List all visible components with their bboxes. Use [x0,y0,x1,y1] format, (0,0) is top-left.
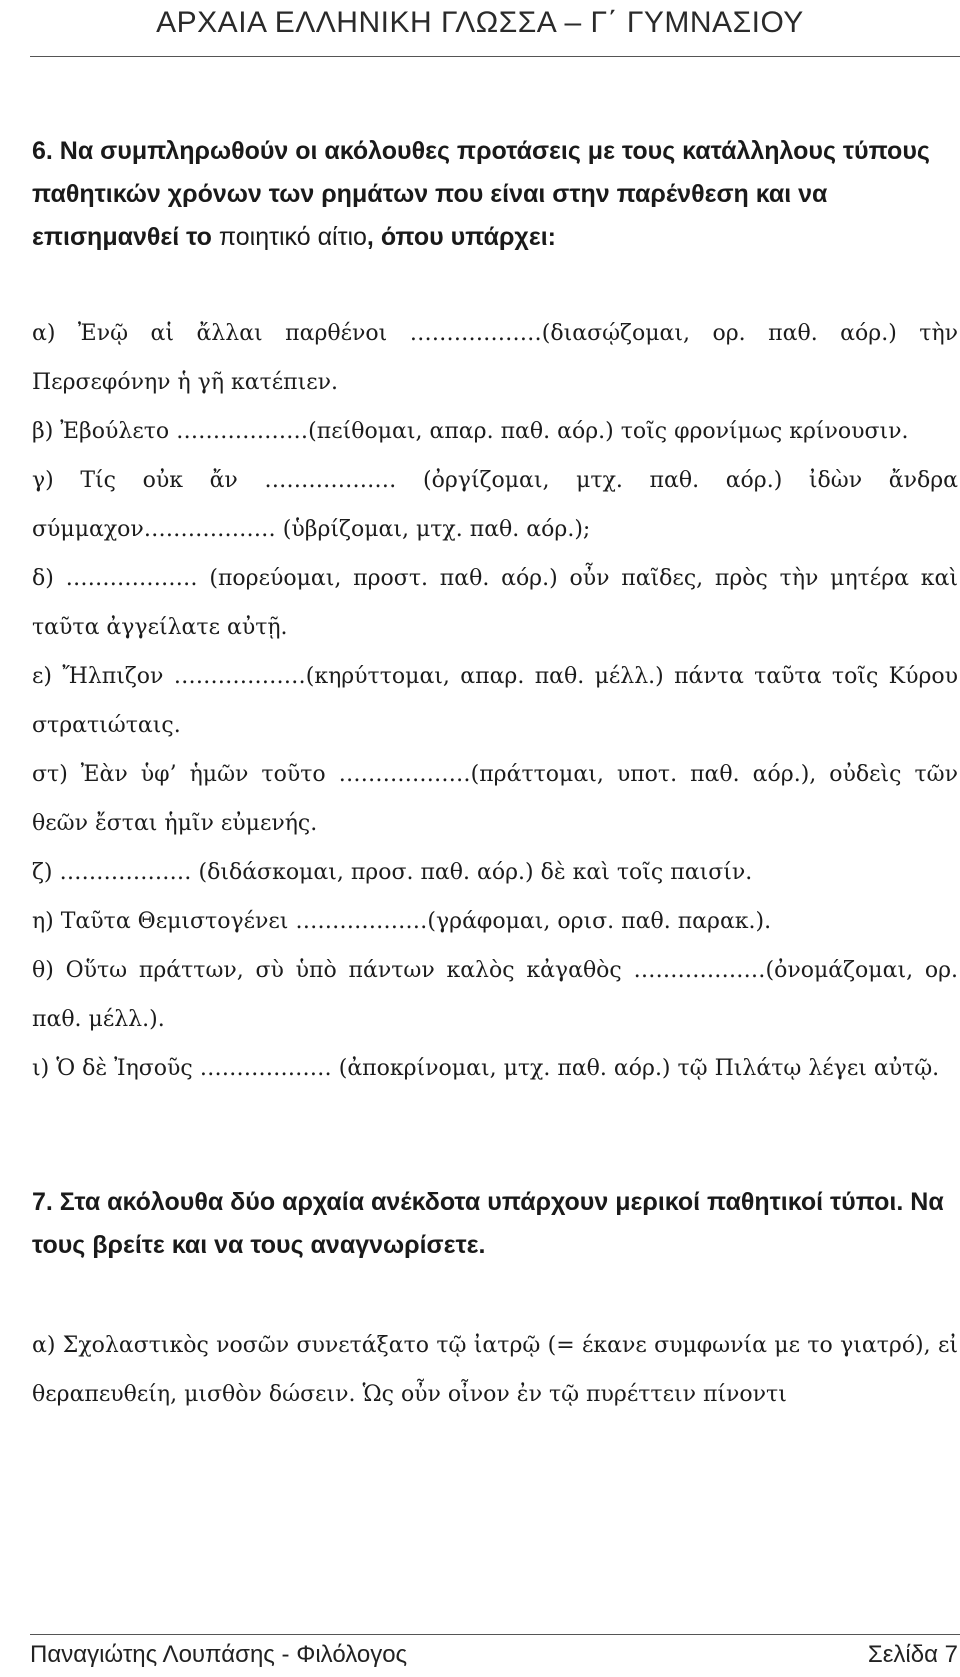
exercise-6-item-st: στ) Ἐὰν ὑφ’ ἡμῶν τοῦτο ………………(πράττομαι, υποτ. παθ. αόρ.), οὐδεὶς τῶν θεῶν ἔσται ἡμῖν εὐμενής. [32,762,958,836]
exercise-6-title [32,130,958,259]
footer-author: Παναγιώτης Λουπάσης - Φιλόλογος [30,1641,408,1668]
exercise-7-title: 7. Στα ακόλουθα δύο αρχαία ανέκδοτα υπάρχουν μερικοί παθητικοί τύποι. Να τους βρείτε και να τους αναγνωρίσετε. [32,1188,944,1259]
exercise-6-item-th: θ) Οὕτω πράττων, σὺ ὑπὸ πάντων καλὸς κἀγαθὸς ………………(ὀνομάζομαι, ορ. παθ. μέλλ.). [32,958,958,1032]
exercise-6-item-d: δ) ……………… (πορεύομαι, προστ. παθ. αόρ.) οὖν παῖδες, πρὸς τὴν μητέρα καὶ ταῦτα ἀγγείλατε αὐτῇ. [32,566,958,640]
exercise-6-item-e: ε) Ἤλπιζον ………………(κηρύττομαι, απαρ. παθ. μέλλ.) πάντα ταῦτα τοῖς Κύρου στρατιώταις. [32,664,958,738]
exercise-6-title-highlight: ποιητικό αίτιο [218,223,367,251]
exercise-7-text: α) Σχολαστικὸς νοσῶν συνετάξατο τῷ ἰατρῷ (= έκανε συμφωνία με το γιατρό), εἰ θεραπευθείη, μισθὸν δώσειν. Ὡς οὖν οἶνον ἐν τῷ πυρέττειν πίνοντι [32,1333,958,1407]
page-footer [30,1634,960,1677]
exercise-6-item-c: γ) Τίς οὐκ ἄν ……………… (ὀργίζομαι, μτχ. παθ. αόρ.) ἰδὼν ἄνδρα σύμμαχον……………… (ὑβρίζομαι, μτχ. παθ. αόρ.); [32,468,958,542]
exercise-6-item-a: α) Ἐνῷ αἱ ἄλλαι παρθένοι ………………(διασῴζομαι, ορ. παθ. αόρ.) τὴν Περσεφόνην ἡ γῆ κατέπιεν. [32,321,958,395]
exercise-6-item-i: ι) Ὁ δὲ Ἰησοῦς ……………… (ἀποκρίνομαι, μτχ. παθ. αόρ.) τῷ Πιλάτῳ λέγει αὐτῷ. [32,1056,940,1081]
exercise-6-item-z: ζ) ……………… (διδάσκομαι, προσ. παθ. αόρ.) δὲ καὶ τοῖς παισίν. [32,860,753,885]
exercise-6-title-part1: 6. Να συμπληρωθούν οι ακόλουθες προτάσεις με τους κατάλληλους τύπους παθητικών χρόνων των ρημάτων που είναι στην παρένθεση και να επισημανθεί το [32,137,930,251]
header-title: ΑΡΧΑΙΑ ΕΛΛΗΝΙΚΗ ΓΛΩΣΣΑ – Γ΄ ΓΥΜΝΑΣΙΟΥ [156,6,804,39]
page-content [32,130,958,1419]
exercise-6-title-part3: , όπου υπάρχει: [366,223,556,251]
exercise-6-items [32,309,958,1093]
footer-page-number: Σελίδα 7 [867,1641,958,1668]
exercise-6-item-b: β) Ἐβούλετο ………………(πείθομαι, απαρ. παθ. αόρ.) τοῖς φρονίμως κρίνουσιν. [32,419,909,444]
exercise-6-item-h: η) Ταῦτα Θεμιστογένει ………………(γράφομαι, ορισ. παθ. παρακ.). [32,909,772,934]
header-rule [30,56,960,57]
